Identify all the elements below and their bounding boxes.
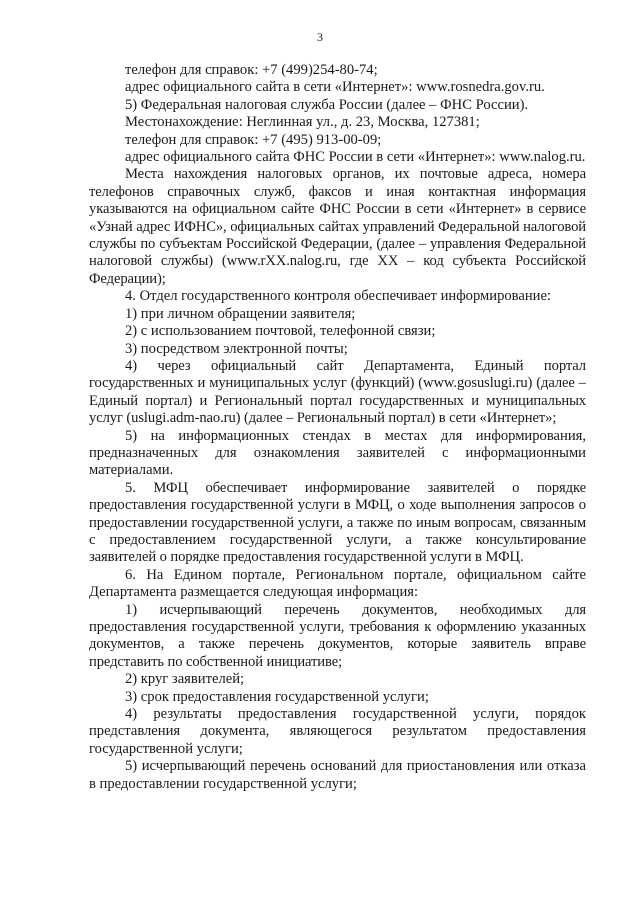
paragraph: Местонахождение: Неглинная ул., д. 23, Москва, 127381; [125, 114, 480, 131]
paragraph: 2) с использованием почтовой, телефонной связи; [125, 323, 436, 340]
document-body [89, 62, 586, 793]
paragraph: адрес официального сайта в сети «Интернет»: www.rosnedra.gov.ru. [125, 79, 545, 96]
paragraph: 3) срок предоставления государственной услуги; [125, 688, 429, 705]
paragraph: 4. Отдел государственного контроля обеспечивает информирование: [125, 288, 551, 305]
paragraph: Места нахождения налоговых органов, их почтовые адреса, номера телефонов справочных служб, факсов и иная контактная информация указываются на официальном сайте ФНС России в сети «Интернет» в сервисе «Узнай адрес ИФНС», официальных сайтах управлений Федеральной налоговой службы по субъектам Российской Федерации, (далее – управления Федеральной налоговой службы) (www.rXX.nalog.ru, где XX – код субъекта Российской Федерации); [89, 166, 586, 287]
paragraph: телефон для справок: +7 (499)254-80-74; [125, 62, 378, 78]
paragraph: 1) при личном обращении заявителя; [125, 305, 356, 322]
paragraph: 5) на информационных стендах в местах для информирования, предназначенных для ознакомления заявителей с информационными материалами. [89, 427, 586, 479]
paragraph: телефон для справок: +7 (495) 913-00-09; [125, 131, 382, 148]
paragraph: 2) круг заявителей; [125, 671, 245, 688]
paragraph: 1) исчерпывающий перечень документов, необходимых для предоставления государственной услуги, требования к оформлению указанных документов, а также перечень документов, которые заявитель вправе представить по собственной инициативе; [89, 601, 586, 670]
paragraph: 5. МФЦ обеспечивает информирование заявителей о порядке предоставления государственной услуги в МФЦ, о ходе выполнения запросов о предоставлении государственной услуги, а также по иным вопросам, связанным с предоставлением государственной услуги, а также консультирование заявителей о порядке предоставления государственной услуги в МФЦ. [89, 479, 586, 566]
paragraph: 5) исчерпывающий перечень оснований для приостановления или отказа в предоставлении государственной услуги; [89, 758, 586, 792]
paragraph: 5) Федеральная налоговая служба России (далее – ФНС России). [125, 96, 529, 113]
paragraph: адрес официального сайта ФНС России в сети «Интернет»: www.nalog.ru. [125, 149, 586, 166]
paragraph: 6. На Едином портале, Региональном портале, официальном сайте Департамента размещается следующая информация: [89, 566, 586, 601]
page-number: 3 [317, 30, 323, 44]
paragraph: 3) посредством электронной почты; [125, 340, 348, 357]
paragraph: 4) результаты предоставления государственной услуги, порядок представления документа, являющегося результатом предоставления государственной услуги; [89, 706, 586, 757]
paragraph: 4) через официальный сайт Департамента, Единый портал государственных и муниципальных услуг (функций) (www.gosuslugi.ru) (далее – Единый портал) и Региональный портал государственных и муниципальных услуг (uslugi.adm-nao.ru) (далее – Региональный портал) в сети «Интернет»; [89, 357, 586, 427]
